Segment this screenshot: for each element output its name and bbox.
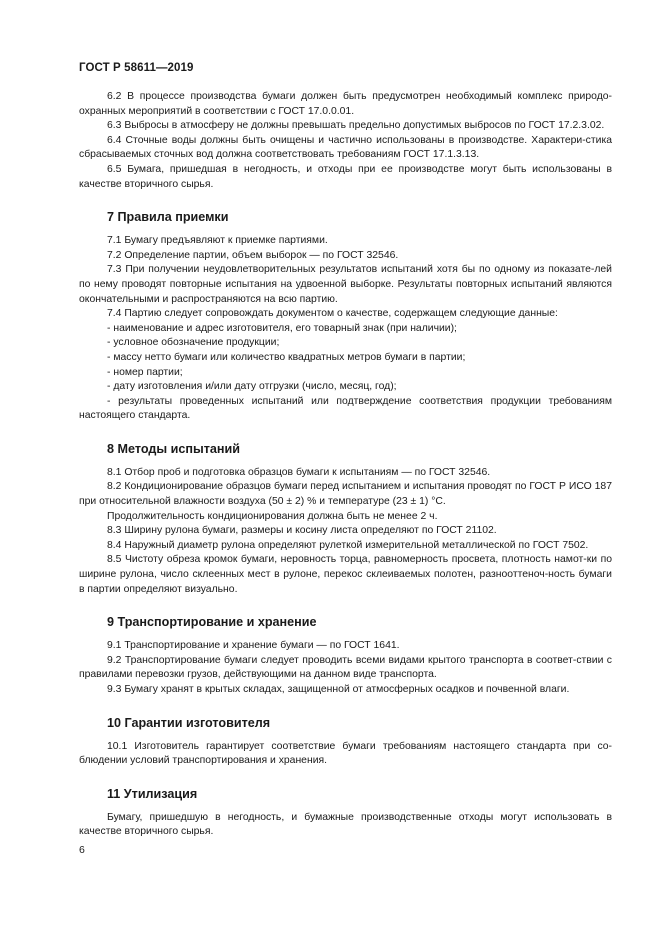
paragraph-7-1: 7.1 Бумагу предъявляют к приемке партиями. xyxy=(107,235,328,247)
paragraph-8-5: 8.5 Чистоту обреза кромок бумаги, неровность торца, равномерность просвета, плотность намот-ки по ширине рулона, число склеенных мест в рулоне, перекос склеиваемых полотен, разнооттеноч-ность бумаги в партии определяют визуально. xyxy=(79,554,612,595)
paragraph-7-2: 7.2 Определение партии, объем выборок — по ГОСТ 32546. xyxy=(107,249,399,261)
paragraph-11: Бумагу, пришедшую в негодность, и бумажные производственные отходы могут использовать в качестве вторичного сырья. xyxy=(79,811,612,838)
section-9-title: 9 Транспортирование и хранение xyxy=(107,615,317,630)
section-11-title: 11 Утилизация xyxy=(107,786,198,801)
paragraph-8-4: 8.4 Наружный диаметр рулона определяют рулеткой измерительной металлической по ГОСТ 7502. xyxy=(107,539,589,551)
paragraph-10-1: 10.1 Изготовитель гарантирует соответствие бумаги требованиям настоящего стандарта при со-блюдении условий транспортирования и хранения. xyxy=(79,740,612,767)
paragraph-6-4: 6.4 Сточные воды должны быть очищены и частично использованы в производстве. Характери-стика сбрасываемых сточных вод должна соответствовать требованиям ГОСТ 17.1.3.13. xyxy=(79,134,612,161)
document-header: ГОСТ Р 58611—2019 xyxy=(79,62,194,74)
paragraph-8-2: 8.2 Кондиционирование образцов бумаги перед испытанием и испытания проводят по ГОСТ Р ИСО 187 при относительной влажности воздуха (50 ± 2) % и температуре (23 ± 1) °С. xyxy=(79,481,612,508)
paragraph-9-3: 9.3 Бумагу хранят в крытых складах, защищенной от атмосферных осадков и почвенной влаги. xyxy=(107,684,570,695)
paragraph-6-2: 6.2 В процессе производства бумаги должен быть предусмотрен необходимый комплекс природо-охранных мероприятий в соответствии с ГОСТ 17.0.0.01. xyxy=(79,91,612,117)
paragraph-6-3: 6.3 Выбросы в атмосферу не должны превышать предельно допустимых выбросов по ГОСТ 17.2.3.02. xyxy=(107,120,605,132)
paragraph-9-1: 9.1 Транспортирование и хранение бумаги — по ГОСТ 1641. xyxy=(107,640,400,652)
section-7-title: 7 Правила приемки xyxy=(107,210,229,225)
paragraph-6-5: 6.5 Бумага, пришедшая в негодность, и отходы при ее производстве могут быть использованы в качестве вторичного сырья. xyxy=(79,163,612,190)
paragraph-8-3: 8.3 Ширину рулона бумаги, размеры и косину листа определяют по ГОСТ 21102. xyxy=(107,525,497,537)
list-item: - дату изготовления и/или дату отгрузки (число, месяц, год); xyxy=(107,381,397,393)
section-8-title: 8 Методы испытаний xyxy=(107,441,240,456)
document-body xyxy=(79,90,612,840)
list-item: - результаты проведенных испытаний или подтверждение соответствия продукции требованиям настоящего стандарта. xyxy=(79,395,612,422)
paragraph-8-2-duration: Продолжительность кондиционирования должна быть не менее 2 ч. xyxy=(107,510,438,522)
section-10-title: 10 Гарантии изготовителя xyxy=(107,715,271,730)
paragraph-9-2: 9.2 Транспортирование бумаги следует проводить всеми видами крытого транспорта в соответ-ствии с правилами перевозки грузов, действующими на данном виде транспорта. xyxy=(79,654,612,681)
page-number: 6 xyxy=(79,844,85,856)
paragraph-8-1: 8.1 Отбор проб и подготовка образцов бумаги к испытаниям — по ГОСТ 32546. xyxy=(107,466,491,478)
list-item: - условное обозначение продукции; xyxy=(107,337,280,349)
list-item: - массу нетто бумаги или количество квадратных метров бумаги в партии; xyxy=(107,351,466,363)
paragraph-7-3: 7.3 При получении неудовлетворительных результатов испытаний хотя бы по одному из показате-лей по нему проводят повторные испытания на удвоенной выборке. Результаты повторных испытаний являются окончательными и распространяются на всю партию. xyxy=(79,264,612,305)
paragraph-7-4: 7.4 Партию следует сопровождать документом о качестве, содержащем следующие данные: xyxy=(107,308,558,320)
list-item: - наименование и адрес изготовителя, его товарный знак (при наличии); xyxy=(107,322,457,334)
list-item: - номер партии; xyxy=(107,366,183,378)
